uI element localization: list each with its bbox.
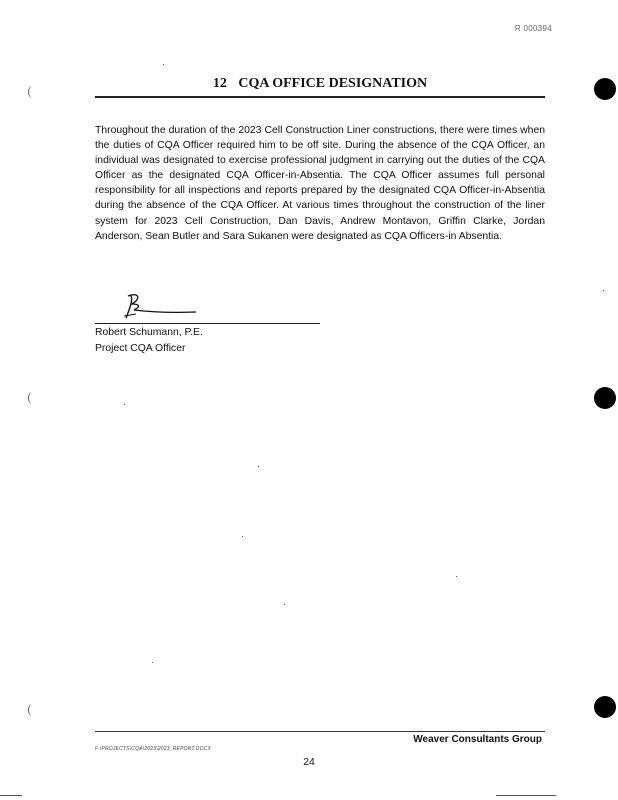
scan-speck [152,662,153,663]
binder-hole-middle [594,387,616,409]
section-title: CQA OFFICE DESIGNATION [238,76,428,91]
footer-company: Weaver Consultants Group [413,734,542,745]
scan-mark [28,86,37,98]
scan-speck [124,404,125,405]
scan-speck [163,64,164,65]
signatory-name: Robert Schumann, P.E. [95,327,203,338]
scan-speck [284,604,285,605]
scan-edge-line [496,795,556,796]
heading-rule [95,96,545,98]
page-id-stamp: R 000394 [514,24,552,33]
signature-line [95,323,320,324]
scan-speck [258,466,259,467]
scan-speck [242,536,243,537]
scan-mark [28,704,37,716]
body-paragraph: Throughout the duration of the 2023 Cell Construction Liner constructions, there were times when the duties of CQA Officer required him to be off site. During the absence of the CQA Officer, an individual was designated to exercise professional judgment in carrying out the duties of the CQA Officer as the designated CQA Officer-in-Absentia. The CQA Officer assumes full personal responsibility for all inspections and reports prepared by the designated CQA Officer-in-Absentia during the absence of the CQA Officer. At various times throughout the construction of the liner system for 2023 Cell Construction, Dan Davis, Andrew Montavon, Griffin Clarke, Jordan Anderson, Sean Butler and Sara Sukanen were designated as CQA Officers-in Absentia. [95,125,545,242]
signature-image [120,290,200,324]
scan-mark [28,392,37,404]
signatory-title: Project CQA Officer [95,343,186,354]
section-number: 12 [212,76,227,91]
section-heading [95,76,545,92]
scan-edge-line [0,795,22,796]
binder-hole-top [594,78,616,100]
footer-rule [95,731,545,732]
scan-speck [603,290,604,291]
scan-speck [456,576,457,577]
footer-file-path: F:\PROJECTS\CQA\2023\2023_REPORT.DOCX [95,746,212,752]
page-number: 24 [303,757,315,768]
binder-hole-bottom [594,696,616,718]
